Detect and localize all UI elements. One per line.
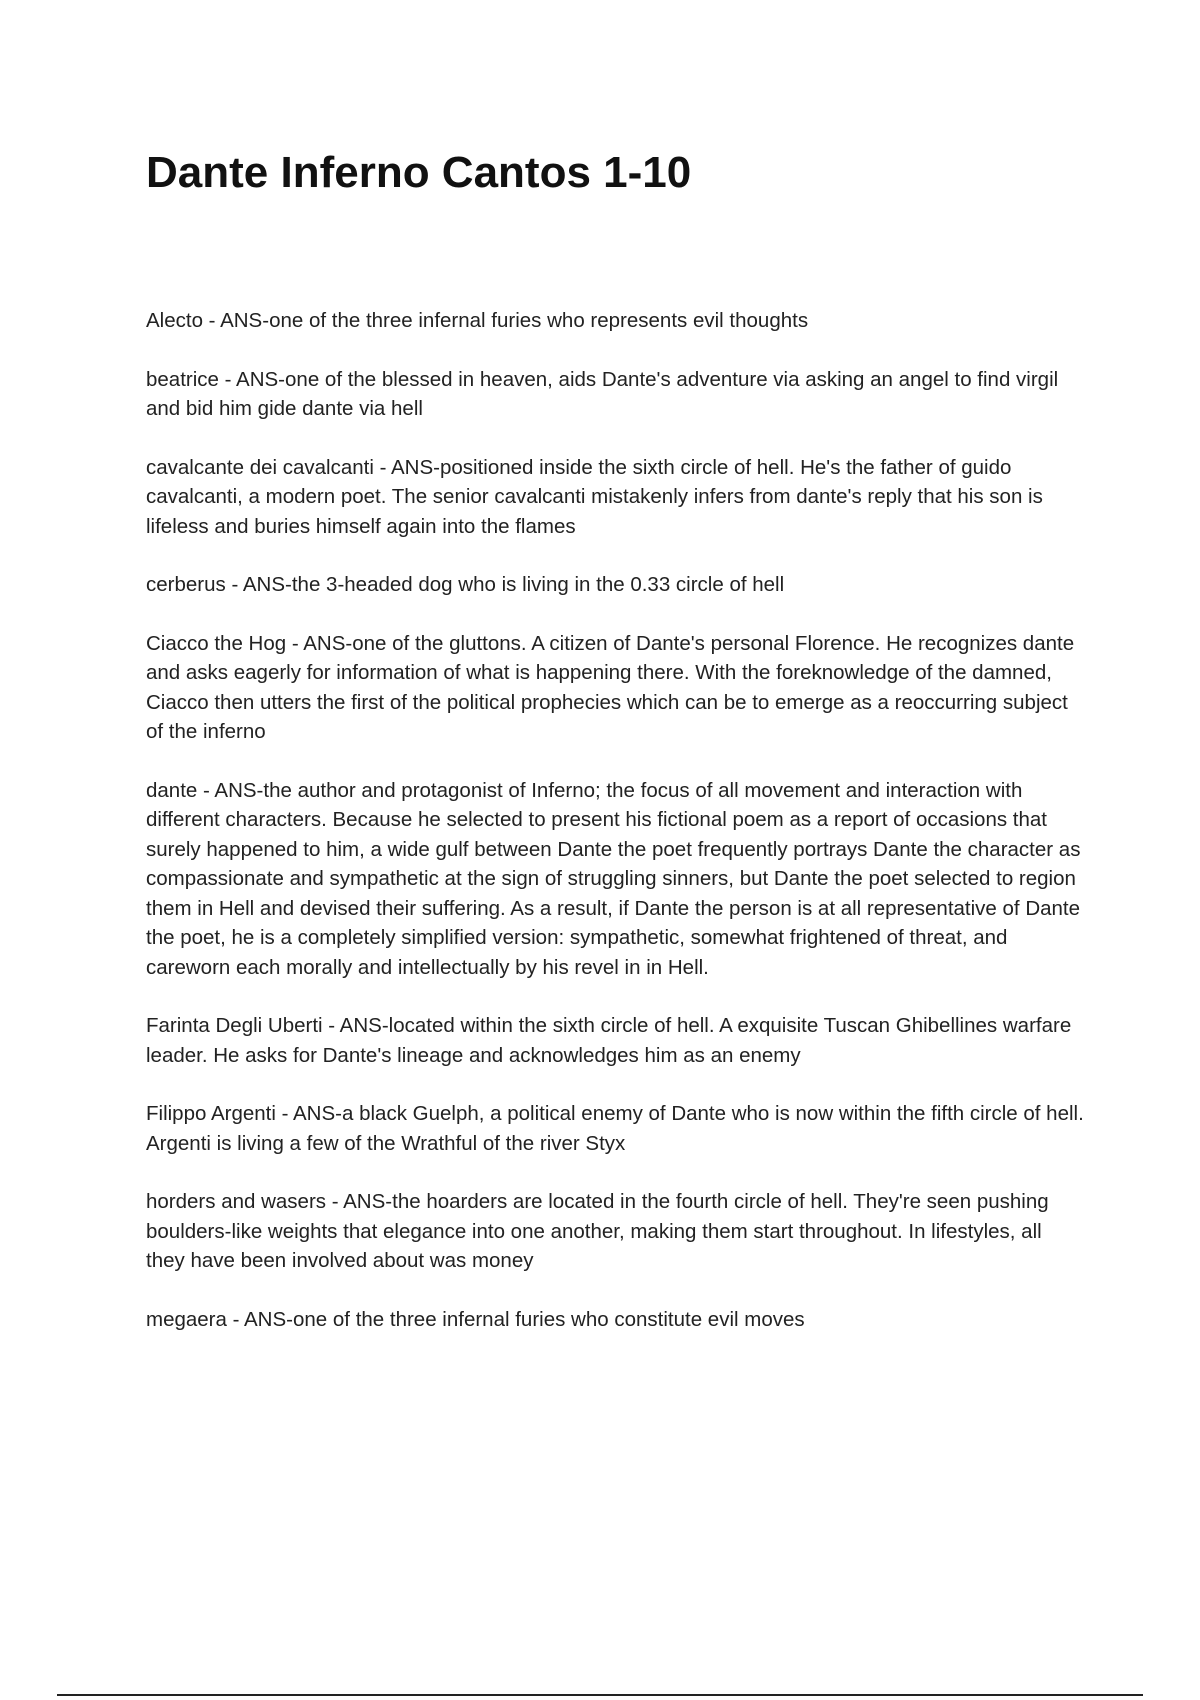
entry-separator: - ANS- (197, 778, 264, 802)
entry-definition: the hoarders are located in the fourth circle of hell. They're seen pushing boulders-like weights that elegance into one another, making them start throughout. In lifestyles, all they have been involved about was money (146, 1190, 1049, 1272)
entry-term: cerberus (146, 573, 226, 596)
entry-separator: - ANS- (373, 455, 440, 479)
flashcard-entry-filippo-argenti (146, 1099, 1086, 1158)
flashcard-entry-cerberus (146, 570, 1086, 600)
entry-separator: - ANS- (218, 367, 286, 391)
entry-definition: positioned inside the sixth circle of hell. He's the father of guido cavalcanti, a modern poet. The senior cavalcanti mistakenly infers from dante's reply that his son is lifeless and buries himself again into the flames (146, 455, 1043, 538)
entry-term: Farinta Degli Uberti (146, 1014, 323, 1037)
flashcard-entry-farinata (146, 1011, 1086, 1070)
flashcard-entry-hoarders-wasters (146, 1187, 1086, 1276)
flashcard-entry-alecto (146, 306, 1086, 336)
flashcard-entry-cavalcante (146, 453, 1086, 542)
entry-term: dante (146, 778, 198, 802)
document-title: Dante Inferno Cantos 1-10 (146, 148, 692, 197)
flashcard-entry-beatrice (146, 365, 1086, 424)
entry-term: Filippo Argenti (146, 1102, 276, 1125)
page-footer-divider (57, 1694, 1143, 1696)
entry-term: Ciacco the Hog (146, 631, 287, 655)
entry-definition: one of the three infernal furies who represents evil thoughts (269, 309, 809, 332)
entry-separator: - ANS- (225, 573, 292, 596)
entry-definition: one of the blessed in heaven, aids Dante's adventure via asking an angel to find virgil and bid him gide dante via hell (146, 367, 1059, 420)
entry-separator: - ANS- (226, 1307, 293, 1331)
entry-separator: - ANS- (275, 1102, 342, 1125)
entry-definition: located within the sixth circle of hell. A exquisite Tuscan Ghibellines warfare leader. He asks for Dante's lineage and acknowledges him as an enemy (146, 1014, 1072, 1067)
flashcard-list (146, 306, 1086, 1363)
entry-definition: one of the three infernal furies who constitute evil moves (293, 1307, 805, 1331)
entry-separator: - ANS- (202, 309, 270, 332)
flashcard-entry-dante (146, 776, 1086, 983)
flashcard-entry-megaera (146, 1305, 1086, 1335)
entry-term: beatrice (146, 367, 219, 391)
entry-term: megaera (146, 1307, 227, 1331)
entry-separator: - ANS- (326, 1190, 393, 1213)
entry-term: Alecto (146, 309, 203, 332)
entry-definition: the author and protagonist of Inferno; the focus of all movement and interaction with different characters. Because he selected to present his fictional poem as a report of occasions that surely happened to him, a wide gulf between Dante the poet frequently portrays Dante the character as compassionate and sympathetic at the sign of struggling sinners, but Dante the poet selected to region them in Hell and devised their suffering. As a result, if Dante the person is at all representative of Dante the poet, he is a completely simplified version: sympathetic, somewhat frightened of threat, and careworn each morally and intellectually by his revel in in Hell. (146, 778, 1081, 979)
entry-separator: - ANS- (322, 1014, 389, 1037)
flashcard-entry-ciacco (146, 629, 1086, 747)
entry-definition: one of the gluttons. A citizen of Dante's personal Florence. He recognizes dante and asks eagerly for information of what is happening there. With the foreknowledge of the damned, Ciacco then utters the first of the political prophecies which can be to emerge as a reoccurring subject of the inferno (146, 631, 1075, 743)
entry-term: horders and wasers (146, 1190, 327, 1213)
entry-separator: - ANS- (286, 631, 353, 655)
entry-definition: a black Guelph, a political enemy of Dante who is now within the fifth circle of hell. Argenti is living a few of the Wrathful of the river Styx (146, 1102, 1084, 1155)
entry-definition: the 3-headed dog who is living in the 0.33 circle of hell (291, 573, 785, 596)
entry-term: cavalcante dei cavalcanti (146, 455, 374, 479)
